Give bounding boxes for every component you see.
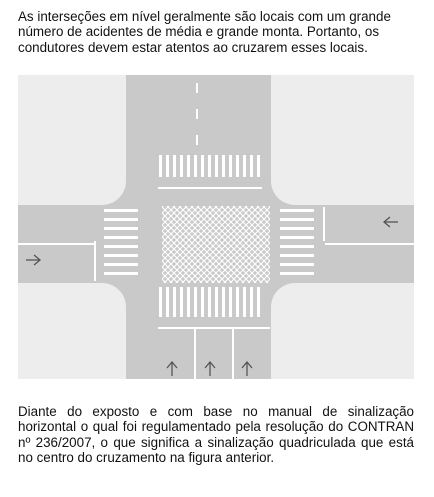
- top-stop-line: [158, 187, 262, 189]
- left-stop-line: [94, 241, 96, 281]
- top-lane-dashes: [196, 83, 198, 145]
- top-crosswalk: [159, 155, 260, 177]
- intersection-diagram: [18, 75, 414, 379]
- question-paragraph: Diante do exposto e com base no manual de sinalização horizontal o qual foi regulamentado pela resolução do CONTRAN nº 236/2007, o que significa a sinalização quadriculada que está no centro do cruzamento na figura anterior.: [18, 404, 414, 466]
- bottom-crosswalk: [159, 287, 260, 317]
- box-junction-grid: [162, 206, 270, 283]
- intro-paragraph: As interseções em nível geralmente são locais com um grande número de acidentes de média e grande monta. Portanto, os condutores devem estar atentos ao cruzarem esses locais.: [18, 9, 391, 55]
- right-stop-line: [323, 207, 325, 241]
- bottom-stop-line: [158, 327, 270, 329]
